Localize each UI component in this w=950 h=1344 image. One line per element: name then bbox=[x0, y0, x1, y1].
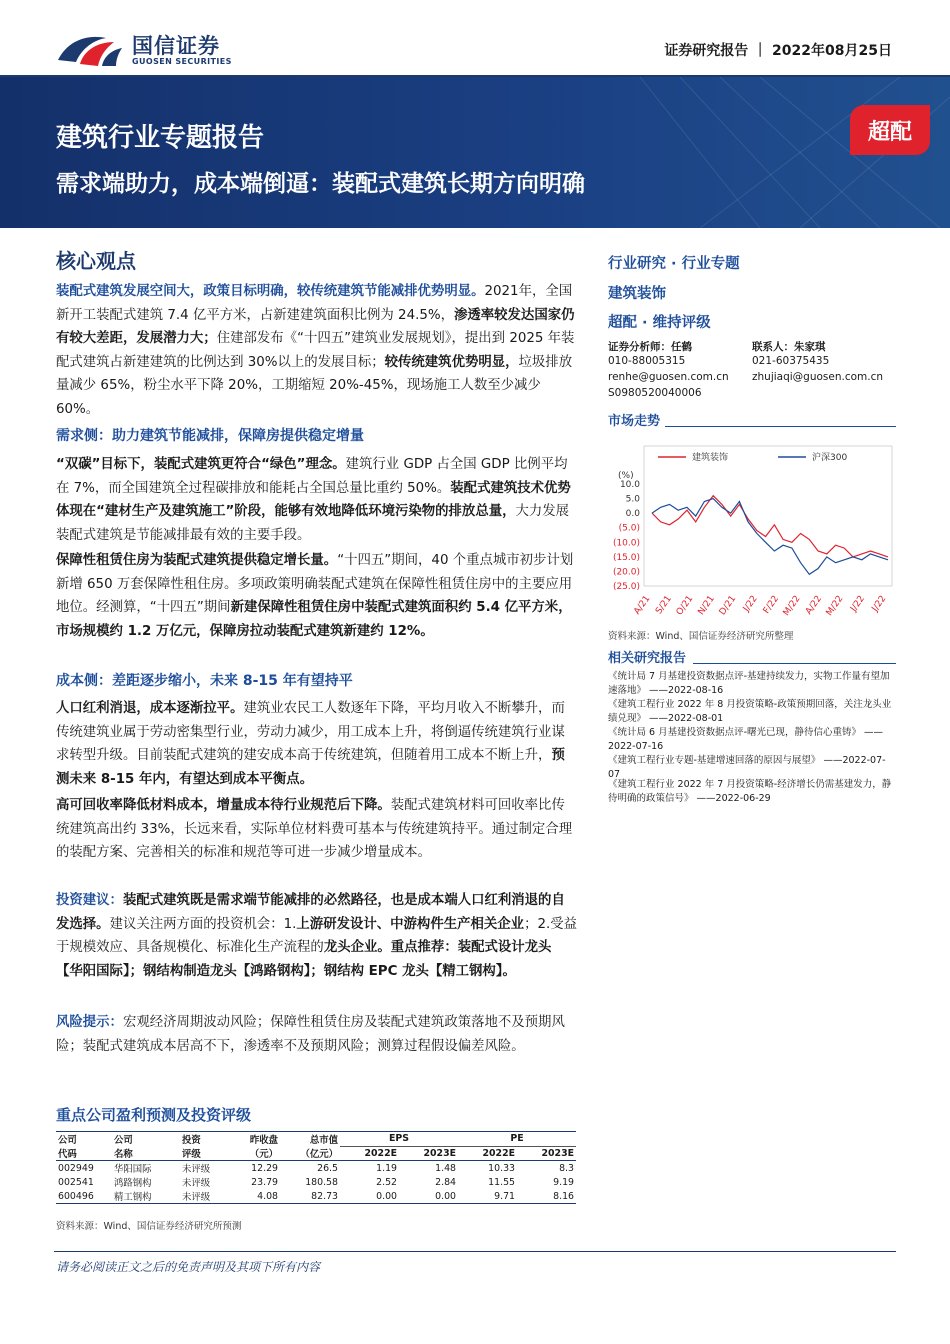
table-cell: 未评级 bbox=[182, 1192, 211, 1203]
risk-warning bbox=[56, 1011, 578, 1058]
contact-name: 联系人：朱家琪 bbox=[752, 341, 826, 353]
investment-advice bbox=[56, 889, 578, 983]
table-cell: 鸿路钢构 bbox=[114, 1178, 152, 1189]
emphasis-text: 高可回收率降低材料成本，增量成本待行业规范后下降。 bbox=[56, 798, 391, 813]
related-report-2[interactable]: 《建筑工程行业 2022 年 8 月投资策略-政策预期回落，关注龙头业绩兑现》 ——2022-08-01 bbox=[608, 699, 892, 724]
table-cell: 4.08 bbox=[257, 1190, 278, 1202]
x-tick-label: S/21 bbox=[654, 593, 674, 617]
market-trend-chart bbox=[600, 440, 900, 625]
x-tick-label: J/22 bbox=[741, 593, 760, 614]
x-tick-label: M/22 bbox=[824, 593, 846, 618]
x-tick-label: N/21 bbox=[696, 593, 717, 618]
table-header: 名称 bbox=[114, 1149, 133, 1160]
emphasis-text: 装配式建筑技术优势体现在“建材生产及建筑施工”阶段，能够有效地降低环境污染物的排放总量， bbox=[56, 480, 571, 519]
industry-rating: 超配 · 维持评级 bbox=[608, 315, 711, 331]
table-cell: 002949 bbox=[58, 1162, 94, 1174]
analyst-email[interactable]: renhe@guosen.com.cn bbox=[608, 371, 729, 383]
analyst-certificate: S0980520040006 bbox=[608, 387, 702, 399]
body-text: 建议关注两方面的投资机会：1. bbox=[109, 916, 297, 932]
emphasis-text: “双碳”目标下，装配式建筑更符合“绿色”理念。 bbox=[56, 457, 346, 472]
body-text: 垃圾排放量减少 65%，粉尘水平下降 20%，工期缩短 20%-45%，现场施工人数至少减少 60%。 bbox=[56, 354, 573, 417]
table-header: 投资 bbox=[182, 1135, 201, 1146]
cost-paragraph-1 bbox=[56, 697, 578, 791]
body-text: 住建部发布《“十四五”建筑业发展规划》，提出到 2025 年装配式建筑占新建建筑的比例达到 30%以上的发展目标； bbox=[56, 331, 575, 370]
market-trend-heading: 市场走势 bbox=[608, 414, 661, 429]
y-tick-label: (10.0) bbox=[612, 538, 640, 549]
report-title: 建筑行业专题报告 bbox=[56, 123, 265, 153]
table-header: 昨收盘 bbox=[249, 1135, 278, 1146]
table-header: 2023E bbox=[423, 1147, 456, 1159]
table-cell: 未评级 bbox=[182, 1178, 211, 1189]
table-cell: 002541 bbox=[58, 1176, 94, 1188]
related-report-4[interactable]: 《建筑工程行业专题-基建增速回落的原因与展望》 ——2022-07-07 bbox=[608, 755, 886, 780]
forecast-table-title: 重点公司盈利预测及投资评级 bbox=[56, 1106, 252, 1124]
table-cell: 8.3 bbox=[559, 1162, 574, 1174]
table-row bbox=[56, 1189, 576, 1204]
emphasis-text: 预测未来 8-15 年内，有望达到成本平衡点。 bbox=[56, 748, 565, 787]
table-cell: 精工钢构 bbox=[114, 1192, 152, 1203]
table-header: （元） bbox=[249, 1149, 278, 1160]
related-report-1[interactable]: 《统计局 7 月基建投资数据点评-基建持续发力，实物工作量有望加速落地》 ——2022-08-16 bbox=[608, 671, 890, 696]
emphasis-text: 保障性租赁住房为装配式建筑提供稳定增长量。 bbox=[56, 553, 338, 568]
emphasis-text: 装配式建筑既是需求端节能减排的必然路径，也是成本端人口红利消退的自发选择。 bbox=[56, 893, 565, 932]
x-tick-label: D/21 bbox=[717, 593, 739, 618]
x-tick-label: F/22 bbox=[761, 593, 782, 616]
table-header-eps: EPS bbox=[340, 1132, 458, 1147]
table-cell: 1.19 bbox=[376, 1162, 397, 1174]
legend-label: 沪深300 bbox=[812, 453, 848, 463]
table-cell: 9.19 bbox=[553, 1176, 574, 1188]
table-cell: 9.71 bbox=[494, 1190, 515, 1202]
emphasis-text: 龙头企业。重点推荐：装配式设计龙头【华阳国际】；钢结构制造龙头【鸿路钢构】；钢结构 EPC 龙头【精工钢构】。 bbox=[56, 940, 552, 979]
table-header: 公司 bbox=[114, 1135, 133, 1146]
table-cell: 23.79 bbox=[251, 1176, 278, 1188]
contact-phone: 021-60375435 bbox=[752, 355, 830, 367]
emphasis-text: 装配式建筑发展空间大，政策目标明确，较传统建筑节能减排优势明显。 bbox=[56, 284, 485, 299]
report-subtitle: 需求端助力，成本端倒逼：装配式建筑长期方向明确 bbox=[56, 171, 585, 197]
body-text: “十四五”期间，40 个重点城市初步计划新增 650 万套保障性租住房。多项政策明确装配式建筑在保障性租赁住房中的主要应用地位。经测算，“十四五”期间 bbox=[56, 553, 574, 615]
analyst-phone: 010-88005315 bbox=[608, 355, 686, 367]
table-header-pe: PE bbox=[458, 1132, 576, 1147]
related-report-3[interactable]: 《统计局 6 月基建投资数据点评-曙光已现，静待信心重铸》 ——2022-07-16 bbox=[608, 727, 884, 752]
table-header: 代码 bbox=[58, 1149, 77, 1160]
table-header: 2022E bbox=[364, 1147, 397, 1159]
brand-name: 国信证券 bbox=[132, 34, 220, 58]
cost-paragraph-2 bbox=[56, 794, 578, 865]
y-tick-label: (20.0) bbox=[612, 567, 640, 578]
x-tick-label: M/22 bbox=[781, 593, 803, 618]
table-source: 资料来源：Wind、国信证券经济研究所预测 bbox=[56, 1221, 242, 1232]
body-text: 大力发展装配式建筑是节能减排最有效的主要手段。 bbox=[56, 504, 570, 543]
x-tick-label: O/21 bbox=[674, 593, 696, 618]
table-cell: 11.55 bbox=[488, 1176, 515, 1188]
y-tick-label: 0.0 bbox=[625, 509, 640, 520]
table-cell: 10.33 bbox=[488, 1162, 515, 1174]
y-tick-label: (25.0) bbox=[612, 582, 640, 592]
emphasis-text: 较传统建筑优势明显， bbox=[384, 354, 519, 370]
x-tick-label: A/22 bbox=[804, 593, 825, 617]
cost-side-heading: 成本侧：差距逐步缩小，未来 8-15 年有望持平 bbox=[56, 673, 353, 689]
table-header: （亿元） bbox=[300, 1149, 338, 1160]
core-view-heading: 核心观点 bbox=[56, 249, 136, 273]
y-tick-label: (5.0) bbox=[618, 523, 640, 534]
table-cell: 26.5 bbox=[317, 1162, 338, 1174]
emphasis-text: 人口红利消退，成本逐渐拉平。 bbox=[56, 701, 244, 716]
table-cell: 180.58 bbox=[305, 1176, 338, 1188]
table-cell: 2.84 bbox=[435, 1176, 456, 1188]
table-cell: 0.00 bbox=[376, 1190, 397, 1202]
rating-badge: 超配 bbox=[850, 105, 930, 155]
y-axis-unit: (%) bbox=[618, 471, 634, 481]
report-date: 证券研究报告 ｜ 2022年08月25日 bbox=[664, 43, 892, 59]
demand-paragraph-1 bbox=[56, 453, 578, 547]
body-text: ；2.受益于规模效应、具备规模化、标准化生产流程的 bbox=[56, 916, 578, 955]
demand-side-heading: 需求侧：助力建筑节能减排，保障房提供稳定增量 bbox=[56, 428, 364, 444]
market-trend-rule bbox=[665, 426, 896, 427]
table-row bbox=[56, 1161, 576, 1176]
y-tick-label: 10.0 bbox=[619, 480, 640, 490]
table-cell: 未评级 bbox=[182, 1164, 211, 1175]
table-cell: 2.52 bbox=[376, 1176, 397, 1188]
table-cell: 600496 bbox=[58, 1190, 94, 1202]
table-cell: 1.48 bbox=[435, 1162, 456, 1174]
disclaimer-note[interactable]: 请务必阅读正文之后的免责声明及其项下所有内容 bbox=[56, 1260, 321, 1274]
emphasis-text: 上游研发设计、中游构件生产相关企业 bbox=[296, 916, 525, 932]
y-tick-label: 5.0 bbox=[625, 494, 640, 505]
table-header: 总市值 bbox=[309, 1135, 338, 1146]
guosen-logo-icon bbox=[54, 30, 124, 68]
related-report-5[interactable]: 《建筑工程行业 2022 年 7 月投资策略-经济增长仍需基建发力，静待明确的政策信号》 ——2022-06-29 bbox=[608, 779, 892, 804]
body-text: 宏观经济周期波动风险；保障性租赁住房及装配式建筑政策落地不及预期风险；装配式建筑成本居高不下，渗透率不及预期风险；测算过程假设偏差风险。 bbox=[56, 1015, 565, 1054]
emphasis-text: 新建保障性租赁住房中装配式建筑面积约 5.4 亿平方米，市场规模约 1.2 万亿元，保障房拉动装配式建筑新建约 12%。 bbox=[56, 600, 572, 639]
table-row bbox=[56, 1175, 576, 1189]
series-line bbox=[652, 496, 888, 557]
body-text: 建筑业农民工人数逐年下降，平均月收入不断攀升，而传统建筑业属于劳动密集型行业，劳动力减少，用工成本上升，将倒逼传统建筑行业谋求转型升级。目前装配式建筑的建安成本高于传统建筑，但随着用工成本不断上升， bbox=[56, 701, 565, 763]
core-paragraph-1 bbox=[56, 280, 578, 421]
table-cell: 12.29 bbox=[251, 1162, 278, 1174]
table-header: 评级 bbox=[182, 1149, 201, 1160]
emphasis-text: 投资建议： bbox=[56, 893, 123, 908]
forecast-table bbox=[56, 1131, 576, 1204]
table-header: 2022E bbox=[482, 1147, 515, 1159]
emphasis-text: 渗透率较发达国家仍有较大差距，发展潜力大； bbox=[56, 307, 575, 346]
demand-paragraph-2 bbox=[56, 549, 578, 643]
body-text: 装配式建筑材料可回收率比传统建筑高出约 33%，长远来看，实际单位材料费可基本与传统建筑持平。通过制定合理的装配方案、完善相关的标准和规范等可进一步减少增量成本。 bbox=[56, 798, 573, 860]
analyst-name: 证券分析师：任鹤 bbox=[608, 341, 692, 353]
x-tick-label: J/22 bbox=[848, 593, 868, 614]
chart-source: 资料来源：Wind、国信证券经济研究所整理 bbox=[608, 631, 794, 642]
table-header: 公司 bbox=[58, 1135, 77, 1146]
emphasis-text: 风险提示： bbox=[56, 1015, 123, 1030]
report-category: 行业研究 · 行业专题 bbox=[608, 256, 740, 272]
table-cell: 华阳国际 bbox=[114, 1164, 152, 1175]
industry-name: 建筑装饰 bbox=[608, 286, 666, 302]
related-reports-heading: 相关研究报告 bbox=[608, 651, 687, 666]
body-text: 建筑行业 GDP 占全国 GDP 比例平均在 7%，而全国建筑全过程碳排放和能耗占全国总量比重约 50%。 bbox=[56, 457, 568, 496]
legend-label: 建筑装饰 bbox=[692, 453, 729, 463]
x-tick-label: J/22 bbox=[870, 593, 889, 614]
table-cell: 0.00 bbox=[435, 1190, 456, 1202]
body-text: 2021年，全国新开工装配式建筑 7.4 亿平方米，占新建建筑面积比例为 24.5%， bbox=[56, 284, 573, 323]
footer-divider bbox=[54, 1251, 896, 1252]
y-tick-label: (15.0) bbox=[612, 552, 640, 563]
table-header: 2023E bbox=[541, 1147, 574, 1159]
table-cell: 82.73 bbox=[311, 1190, 338, 1202]
contact-email[interactable]: zhujiaqi@guosen.com.cn bbox=[752, 371, 884, 383]
table-cell: 8.16 bbox=[553, 1190, 574, 1202]
related-reports-rule bbox=[693, 663, 896, 664]
brand-name-en: GUOSEN SECURITIES bbox=[132, 57, 232, 66]
x-tick-label: A/21 bbox=[632, 593, 653, 617]
